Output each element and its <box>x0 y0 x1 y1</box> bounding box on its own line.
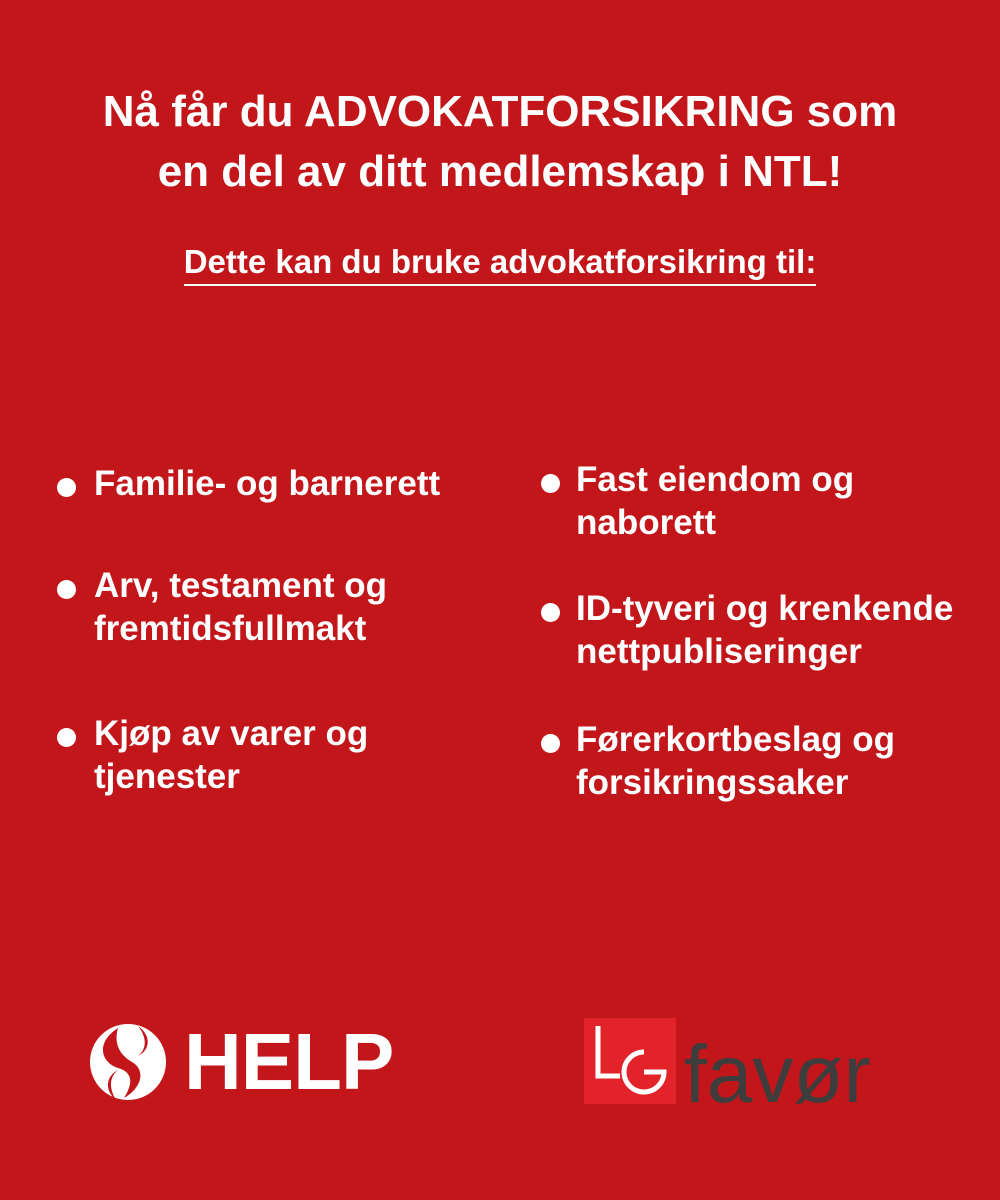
lo-favor-logo <box>584 1018 944 1108</box>
list-item-line-1: Førerkortbeslag og <box>576 720 895 759</box>
headline-line-2: en del av ditt medlemskap i NTL! <box>157 147 843 196</box>
list-item-line-1: Fast eiendom og <box>576 460 855 499</box>
help-logo <box>88 1017 398 1106</box>
list-item-line-2: fremtidsfullmakt <box>94 609 367 648</box>
list-item-line-1: ID-tyveri og krenkende <box>576 589 954 628</box>
headline-line-1: Nå får du ADVOKATFORSIKRING som <box>102 87 898 136</box>
bullet-icon <box>541 603 560 622</box>
list-item <box>56 564 516 650</box>
bullet-icon <box>541 474 560 493</box>
list-item-line-1: Familie- og barnerett <box>94 464 441 503</box>
list-item <box>540 587 1000 673</box>
list-item-line-1: Arv, testament og <box>94 566 388 605</box>
help-wordmark: HELP <box>184 1017 394 1106</box>
bullet-icon <box>541 734 560 753</box>
list-item-line-2: nettpubliseringer <box>576 632 862 671</box>
subheadline-text: Dette kan du bruke advokatforsikring til: <box>184 240 817 286</box>
list-item-line-2: forsikringssaker <box>576 763 849 802</box>
list-item <box>56 712 516 798</box>
list-item <box>56 462 516 505</box>
help-mark-icon <box>88 1022 168 1102</box>
headline <box>0 82 1000 202</box>
list-item-line-1: Kjøp av varer og <box>94 714 369 753</box>
list-item-line-2: tjenester <box>94 757 240 796</box>
favor-wordmark: favør <box>684 1029 871 1108</box>
bullet-icon <box>57 728 76 747</box>
bullet-icon <box>57 580 76 599</box>
list-item <box>540 718 1000 804</box>
list-item-line-2: naborett <box>576 503 716 542</box>
subheadline <box>0 240 1000 286</box>
bullet-icon <box>57 478 76 497</box>
list-item <box>540 458 1000 544</box>
